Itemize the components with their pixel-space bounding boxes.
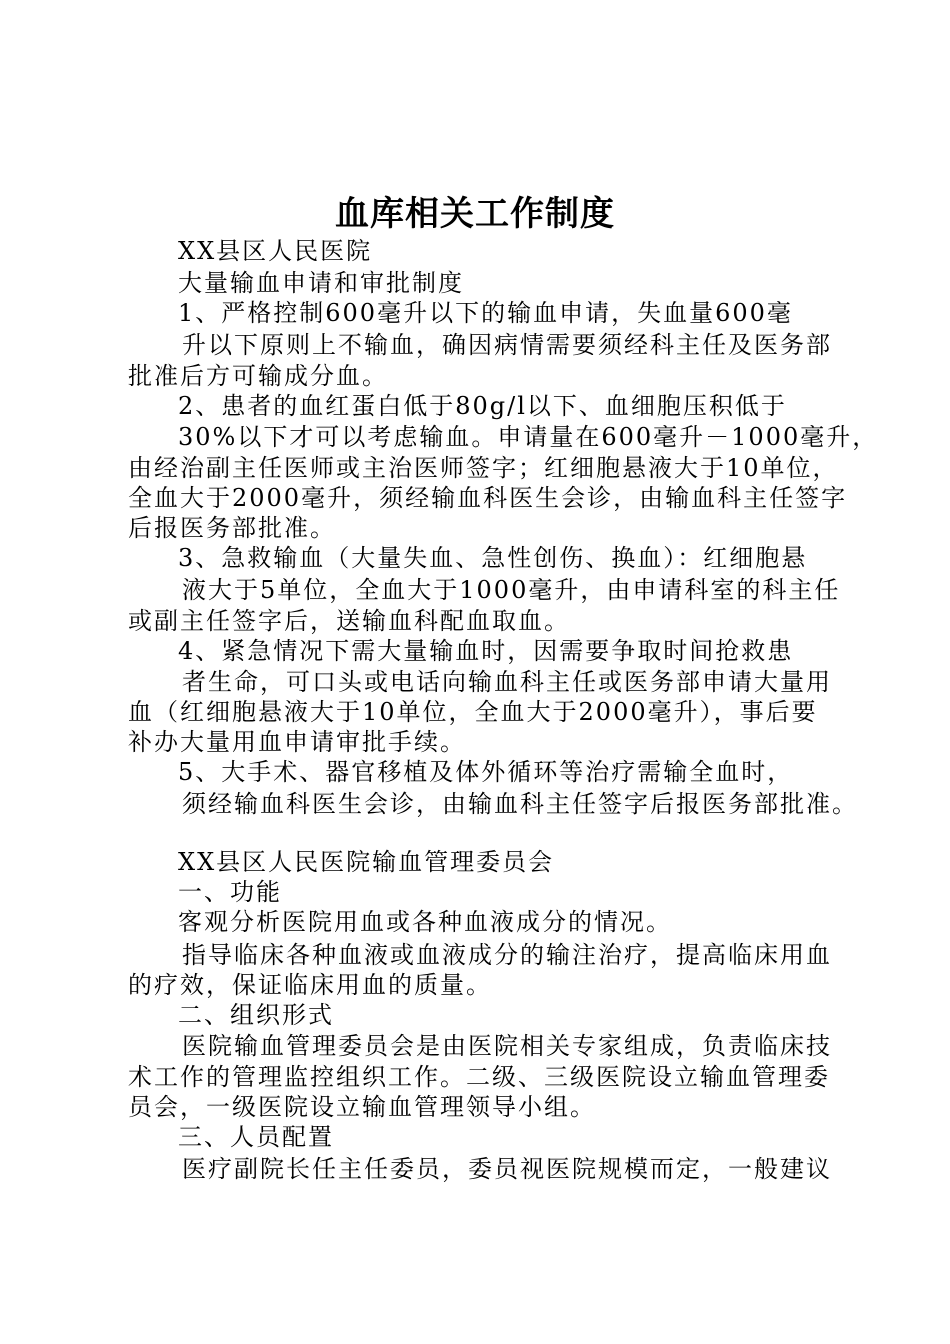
- text-line: 三、人员配置: [178, 1123, 334, 1151]
- text-line: 一、功能: [178, 878, 282, 906]
- text-line: 或副主任签字后，送输血科配血取血。: [128, 607, 570, 635]
- text-line: 须经输血科医生会诊，由输血科主任签字后报医务部批准。: [182, 790, 858, 818]
- text-line: 二、组织形式: [178, 1001, 334, 1029]
- text-line: 全血大于2000毫升，须经输血科医生会诊，由输血科主任签字: [128, 484, 848, 512]
- text-line: 客观分析医院用血或各种血液成分的情况。: [178, 908, 672, 936]
- text-line: 3、急救输血（大量失血、急性创伤、换血）：红细胞悬: [178, 544, 808, 572]
- text-line: XX县区人民医院输血管理委员会: [178, 848, 555, 876]
- text-line: 血（红细胞悬液大于10单位，全血大于2000毫升），事后要: [128, 698, 818, 726]
- text-line: 2、患者的血红蛋白低于80g/l以下、血细胞压积低于: [178, 392, 787, 420]
- text-line: 后报医务部批准。: [128, 514, 336, 542]
- text-line: 的疗效，保证临床用血的质量。: [128, 971, 492, 999]
- text-line: 员会，一级医院设立输血管理领导小组。: [128, 1093, 596, 1121]
- text-line: 5、大手术、器官移植及体外循环等治疗需输全血时，: [178, 758, 794, 786]
- text-line: 医疗副院长任主任委员，委员视医院规模而定，一般建议: [182, 1155, 832, 1183]
- text-line: 补办大量用血申请审批手续。: [128, 728, 466, 756]
- text-line: 术工作的管理监控组织工作。二级、三级医院设立输血管理委: [128, 1063, 830, 1091]
- text-line: 由经治副主任医师或主治医师签字；红细胞悬液大于10单位，: [128, 454, 839, 482]
- text-line: 医院输血管理委员会是由医院相关专家组成，负责临床技: [182, 1032, 832, 1060]
- text-line: 4、紧急情况下需大量输血时，因需要争取时间抢救患: [178, 637, 794, 665]
- text-line: XX县区人民医院: [178, 237, 373, 265]
- text-line: 液大于5单位，全血大于1000毫升，由申请科室的科主任: [182, 576, 841, 604]
- document-title: 血库相关工作制度: [335, 194, 615, 234]
- text-line: 1、严格控制600毫升以下的输血申请，失血量600毫: [178, 299, 793, 327]
- text-line: 大量输血申请和审批制度: [178, 269, 464, 297]
- text-line: 指导临床各种血液或血液成分的输注治疗，提高临床用血: [182, 941, 832, 969]
- text-line: 升以下原则上不输血，确因病情需要须经科主任及医务部: [182, 331, 832, 359]
- text-line: 批准后方可输成分血。: [128, 362, 388, 390]
- text-line: 者生命，可口头或电话向输血科主任或医务部申请大量用: [182, 668, 832, 696]
- text-line: 30%以下才可以考虑输血。申请量在600毫升－1000毫升，: [178, 423, 879, 451]
